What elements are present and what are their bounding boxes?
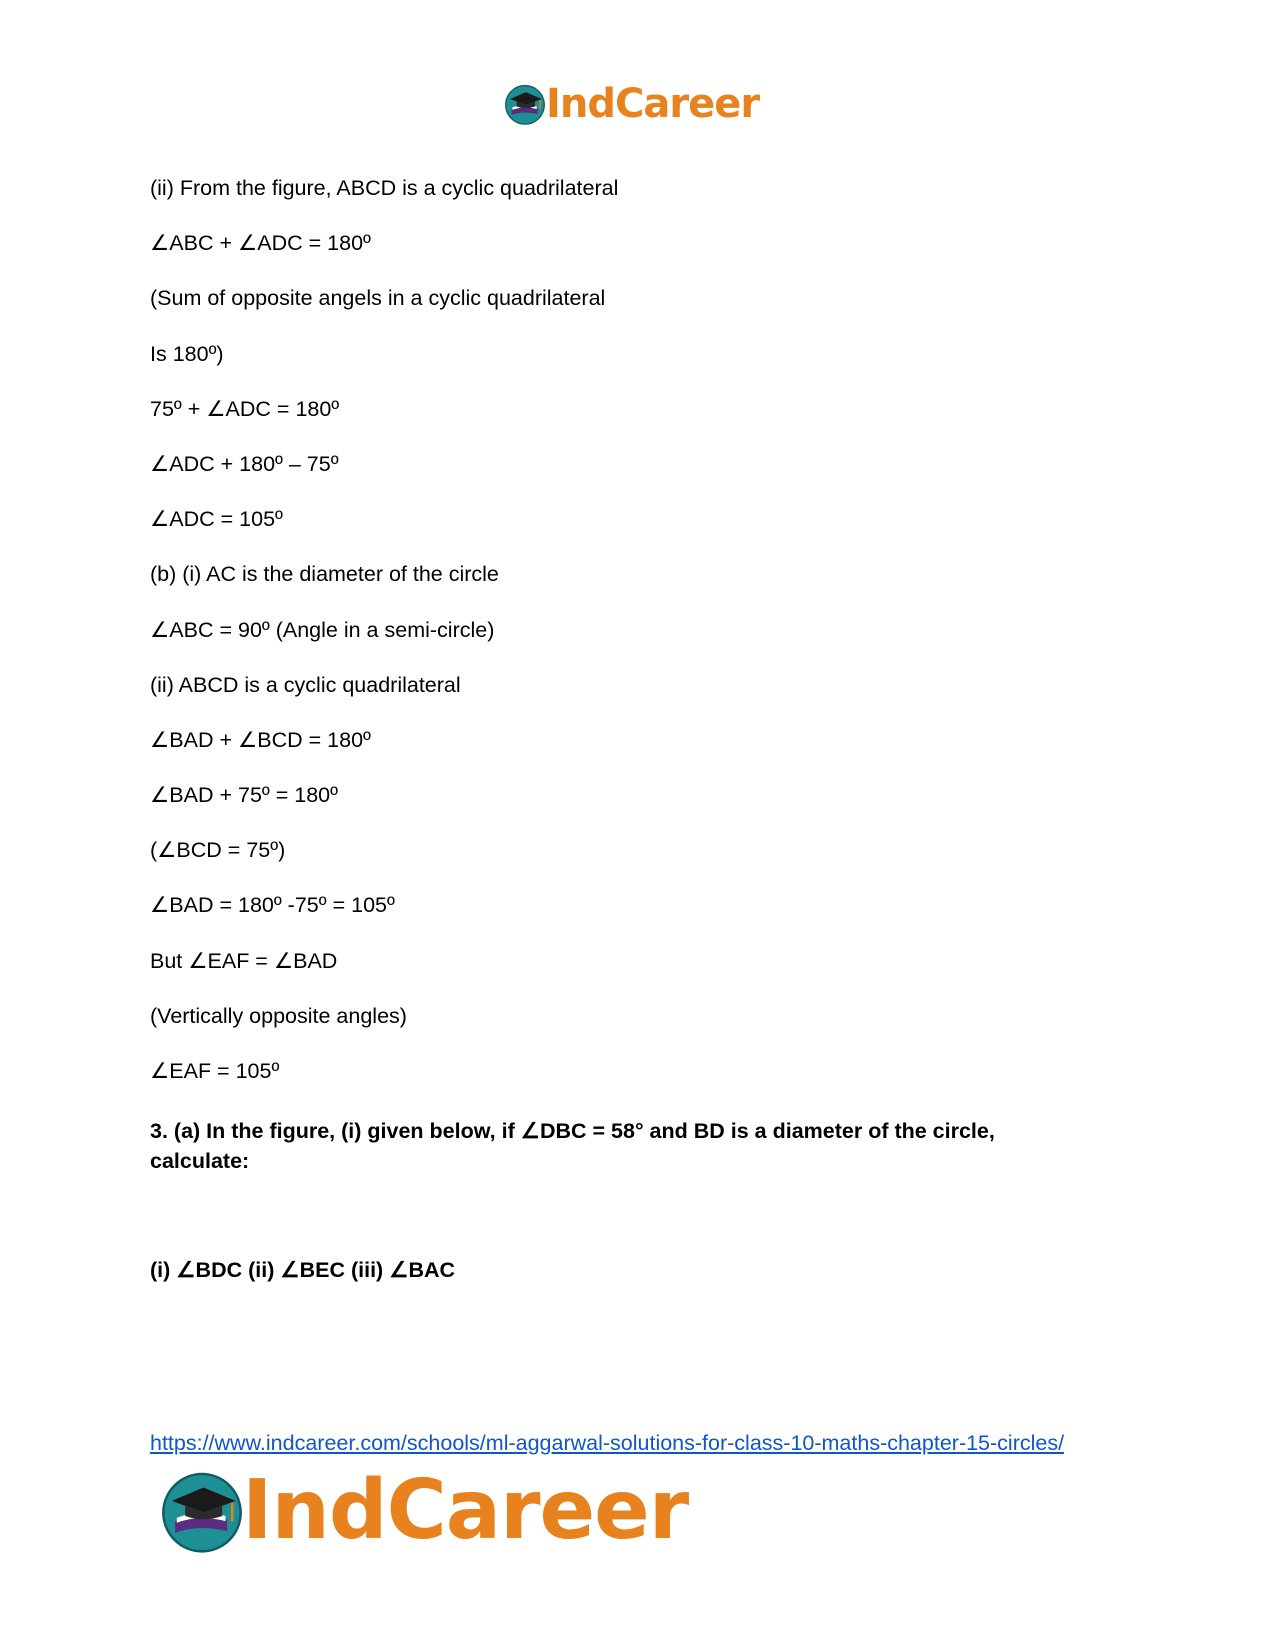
text-line: (b) (i) AC is the diameter of the circle: [150, 562, 499, 587]
text-line: (Vertically opposite angles): [150, 1003, 407, 1028]
brand-name: IndCareer: [242, 1463, 689, 1558]
question-heading: 3. (a) In the figure, (i) given below, if ∠DBC = 58° and BD is a diameter of the circle, calculate:: [150, 1119, 995, 1173]
text-line: But ∠EAF = ∠BAD: [150, 948, 338, 973]
header-logo: [504, 78, 759, 130]
text-line: ∠ADC + 180º – 75º: [150, 451, 339, 476]
text-line: ∠BAD = 180º -75º = 105º: [150, 893, 395, 918]
text-line: ∠BAD + ∠BCD = 180º: [150, 727, 371, 752]
graduation-cap-book-icon: [504, 83, 546, 125]
graduation-cap-book-icon: [160, 1469, 244, 1553]
text-line: Is 180º): [150, 341, 224, 366]
text-line: (ii) From the figure, ABCD is a cyclic quadrilateral: [150, 176, 619, 200]
text-line: 75º + ∠ADC = 180º: [150, 396, 340, 421]
text-line: ∠ABC + ∠ADC = 180º: [150, 231, 371, 256]
text-line: (ii) ABCD is a cyclic quadrilateral: [150, 672, 461, 697]
text-line: (Sum of opposite angels in a cyclic quadrilateral: [150, 286, 606, 311]
source-link[interactable]: https://www.indcareer.com/schools/ml-aggarwal-solutions-for-class-10-maths-chapter-15-circles/: [150, 1431, 1065, 1455]
text-line: ∠ADC = 105º: [150, 507, 283, 532]
brand-name: IndCareer: [546, 81, 760, 127]
solution-text: [150, 173, 1130, 1111]
text-line: ∠EAF = 105º: [150, 1059, 280, 1083]
text-line: ∠BAD + 75º = 180º: [150, 783, 338, 808]
text-line: ∠ABC = 90º (Angle in a semi-circle): [150, 617, 495, 642]
question-parts: (i) ∠BDC (ii) ∠BEC (iii) ∠BAC: [150, 1258, 456, 1282]
text-line: (∠BCD = 75º): [150, 838, 286, 863]
footer-logo: [160, 1463, 689, 1558]
